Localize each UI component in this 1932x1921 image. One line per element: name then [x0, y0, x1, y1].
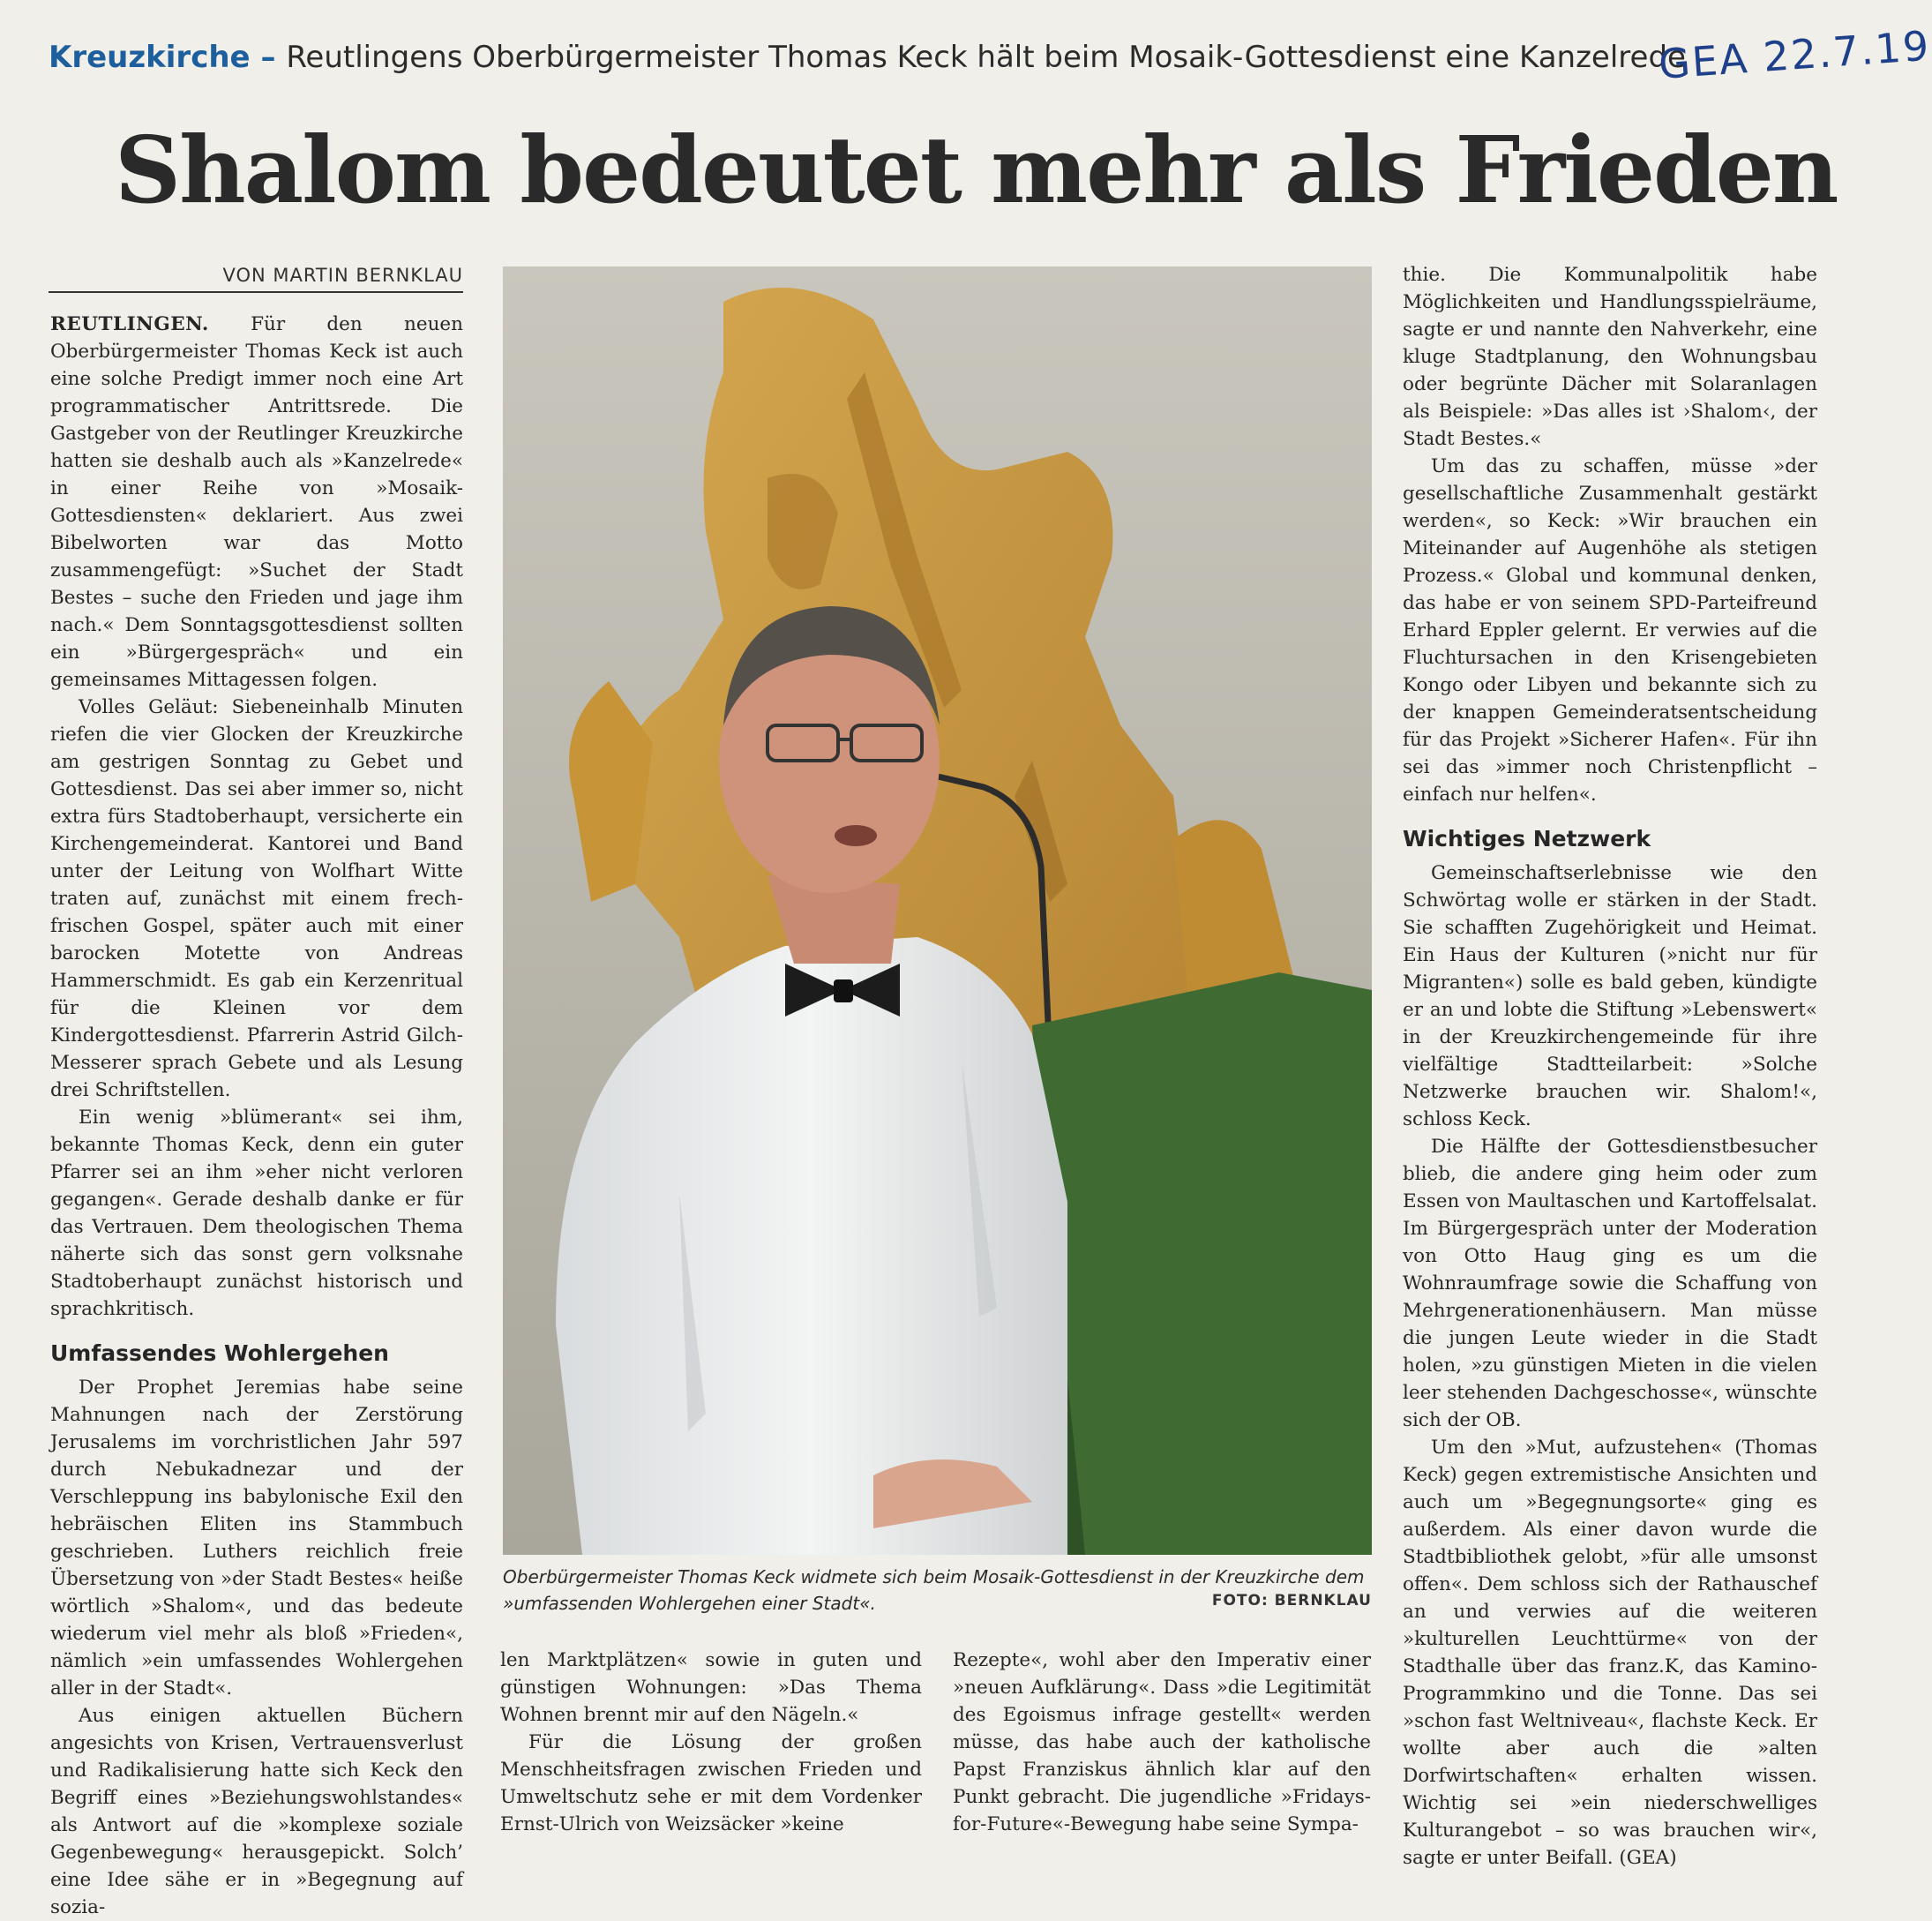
- paragraph-text: Für den neuen Oberbürgermeister Thomas Keck ist auch eine solche Predigt immer noch eine Art programmatischer Antrittsrede. Die Gastgeber von der Reutlinger Kreuzkirche hatten sie deshalb auch als »Kanzelrede« in einer Reihe von »Mosaik-Gottesdiensten« deklariert. Aus zwei Bibelworten war das Motto zusammengefügt: »Suchet der Stadt Bestes – suche den Frieden und jage ihm nach.« Dem Sonntagsgottesdienst sollten ein »Bürgergespräch« und ein gemeinsames Mittagessen folgen.: [50, 313, 463, 691]
- subheading: Wichtiges Netzwerk: [1403, 826, 1651, 852]
- article-photo: [503, 266, 1372, 1555]
- paragraph: Um den »Mut, aufzustehen« (Thomas Keck) gegen extremistische Ansichten und auch um »Begegnungsorte« ging es außerdem. Als einer davon wurde die Stadtbibliothek gelobt, »für alle umsonst offen«. Dem schloss sich der Rathauschef an und verwies auf die weiteren »kulturellen Leuchttürme« von der Stadthalle über das franz.K, das Kamino-Programmkino und die Tonne. Das sei »schon fast Weltniveau«, flachste Keck. Er wollte aber auch die »alten Dorfwirtschaften« erhalten wissen. Wichtig sei »ein niederschwelliges Kulturangebot – so was brauchen wir«, sagte er unter Beifall. (GEA): [1403, 1437, 1817, 1869]
- headline: Shalom bedeutet mehr als Frieden: [115, 116, 1838, 224]
- paragraph: Volles Geläut: Siebeneinhalb Minuten riefen die vier Glocken der Kreuzkirche am gestrigen Sonntag zu Gebet und Gottesdienst. Das sei aber immer so, nicht extra fürs Stadtoberhaupt, versicherte ein Kirchengemeinderat. Kantorei und Band unter der Leitung von Wolfhart Witte traten auf, zunächst mit einem frech-frischen Gospel, später auch mit einer barocken Motette von Andreas Hammerschmidt. Es gab ein Kerzenritual für die Kleinen vor dem Kindergottesdienst. Pfarrerin Astrid Gilch-Messerer sprach Gebete und als Lesung drei Schriftstellen.: [50, 696, 463, 1101]
- article-column-under-photo-right: [953, 1647, 1371, 1850]
- paragraph: [50, 311, 463, 694]
- paragraph: len Marktplätzen« sowie in guten und günstigen Wohnungen: »Das Thema Wohnen brennt mir auf den Nägeln.«: [500, 1649, 922, 1726]
- dateline: REUTLINGEN.: [50, 313, 209, 335]
- paragraph: Die Hälfte der Gottesdienstbesucher blieb, die andere ging heim oder zum Essen von Maultaschen und Kartoffelsalat. Im Bürgergespräch unter der Moderation von Otto Haug ging es um die Wohnraumfrage sowie die Schaffung von Mehrgenerationenhäusern. Man müsse die jungen Leute wieder in die Stadt holen, »zu günstigen Mieten in die vielen leer stehenden Dachgeschosse«, wünschte sich der OB.: [1403, 1136, 1817, 1431]
- paragraph: Der Prophet Jeremias habe seine Mahnungen nach der Zerstörung Jerusalems im vorchristlichen Jahr 597 durch Nebukadnezar und der Verschleppung ins babylonische Exil den hebräischen Eliten ins Stammbuch geschrieben. Luthers reichlich freie Übersetzung von »der Stadt Bestes« heiße wörtlich »Shalom«, und das bedeute wiederum viel mehr als bloß »Frieden«, nämlich »ein umfassendes Wohlergehen aller in der Stadt«.: [50, 1377, 463, 1700]
- paragraph: Gemeinschaftserlebnisse wie den Schwörtag wolle er stärken in der Stadt. Sie schafften Zugehörigkeit und Heimat. Ein Haus der Kulturen (»nicht nur für Migranten«) solle es bald geben, kündigte er an und lobte die Stiftung »Lebenswert« in der Kreuzkirchengemeinde für ihre vielfältige Stadtteilarbeit: »Solche Netzwerke brauchen wir. Shalom!«, schloss Keck.: [1403, 862, 1817, 1130]
- paragraph: Ein wenig »blümerant« sei ihm, bekannte Thomas Keck, denn ein guter Pfarrer sei an ihm »eher nicht verloren gegangen«. Gerade deshalb danke er für das Vertrauen. Dem theologischen Thema näherte sich das sonst gern volksnahe Stadtoberhaupt zunächst historisch und sprachkritisch.: [50, 1107, 463, 1320]
- author-byline: VON MARTIN BERNKLAU: [49, 265, 463, 293]
- photo-credit: FOTO: BERNKLAU: [1211, 1592, 1372, 1610]
- subheading: Umfassendes Wohlergehen: [50, 1340, 389, 1366]
- kicker-subtitle: Reutlingens Oberbürgermeister Thomas Keck hält beim Mosaik-Gottesdienst eine Kanzelrede: [286, 40, 1686, 75]
- paragraph: Für die Lösung der großen Menschheitsfragen zwischen Frieden und Umweltschutz sehe er mit dem Vordenker Ernst-Ulrich von Weizsäcker »keine: [500, 1731, 922, 1835]
- paragraph: Um das zu schaffen, müsse »der gesellschaftliche Zusammenhalt gestärkt werden«, so Keck: »Wir brauchen ein Miteinander auf Augenhöhe als stetigen Prozess.« Global und kommunal denken, das habe er von seinem SPD-Parteifreund Erhard Eppler gelernt. Er verwies auf die Fluchtursachen in den Krisengebieten Kongo oder Libyen und bekannte sich zu der knappen Gemeinderatsentscheidung für das Projekt »Sicherer Hafen«. Für ihn sei das »immer noch Christenpflicht – einfach nur helfen«.: [1403, 455, 1817, 806]
- article-column-right: [1403, 261, 1817, 1869]
- paragraph: Aus einigen aktuellen Büchern angesichts von Krisen, Vertrauensverlust und Radikalisierung hatte sich Keck den Begriff eines »Beziehungswohlstandes« als Antwort auf die »komplexe soziale Gegenbewegung« herausgepickt. Solch’ eine Idee sähe er in »Begegnung auf sozia-: [50, 1705, 463, 1918]
- handwritten-note: GEA 22.7.19: [1657, 21, 1932, 88]
- kicker-line: [49, 37, 1686, 78]
- article-column-1: [50, 311, 463, 1918]
- kicker-rubric: Kreuzkirche: [49, 40, 251, 75]
- paragraph: thie. Die Kommunalpolitik habe Möglichkeiten und Handlungsspielräume, sagte er und nannte den Nahverkehr, eine kluge Stadtplanung, den Wohnungsbau oder begrünte Dächer mit Solaranlagen als Beispiele: »Das alles ist ›Shalom‹, der Stadt Bestes.«: [1403, 264, 1817, 450]
- photo-caption: Oberbürgermeister Thomas Keck widmete sich beim Mosaik-Gottesdienst in der Kreuzkirche dem »umfassenden Wohlergehen einer Stadt«.: [503, 1566, 1365, 1614]
- paragraph: Rezepte«, wohl aber den Imperativ einer »neuen Aufklärung«. Dass »die Legitimität des Egoismus infrage gestellt« werden müsse, das habe auch der katholische Papst Franziskus ähnlich klar auf den Punkt gebracht. Die jugendliche »Fridays-for-Future«-Bewegung habe seine Sympa-: [953, 1649, 1371, 1835]
- article-column-under-photo-left: [500, 1647, 922, 1850]
- speaker-photo-illustration: [503, 266, 1372, 1555]
- kicker-dash: –: [250, 40, 287, 75]
